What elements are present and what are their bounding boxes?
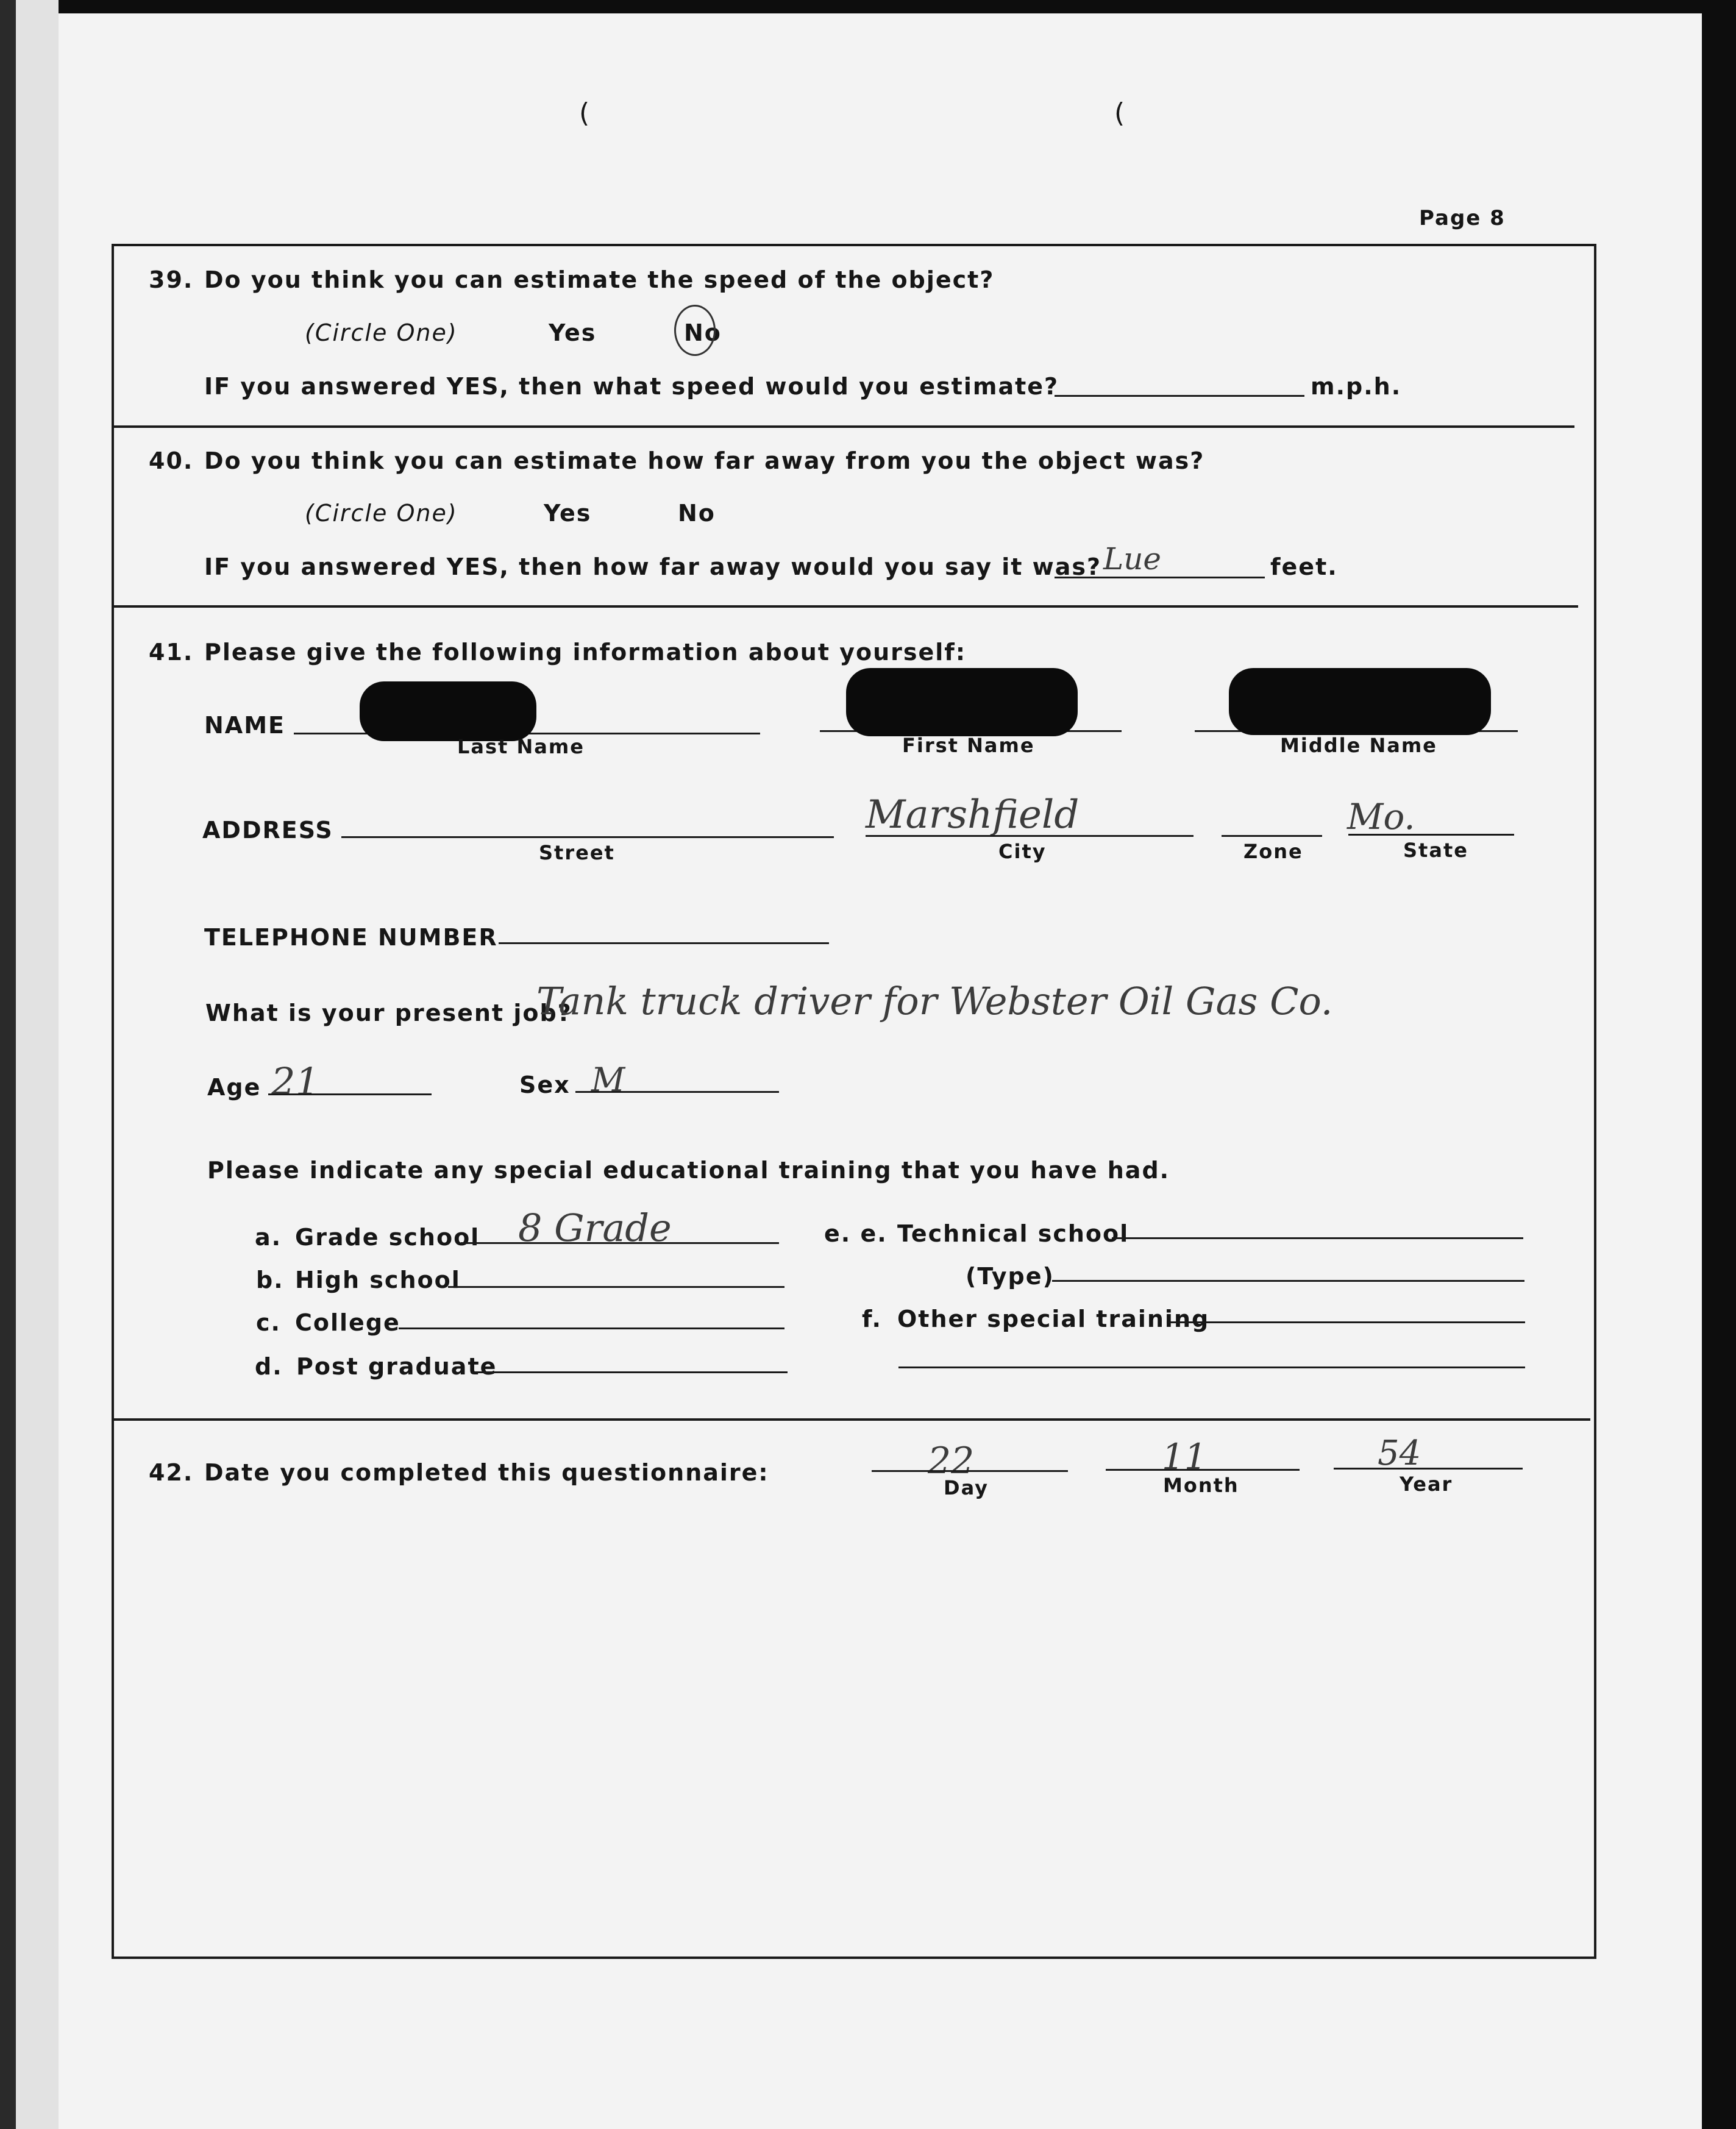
street-caption: Street [539, 841, 615, 864]
edu-grade-school-line[interactable] [461, 1242, 779, 1244]
q40-distance-answer: Lue [1103, 541, 1161, 577]
edu-c-marker: c. [256, 1309, 281, 1336]
edu-other-training-line-2[interactable] [898, 1367, 1525, 1368]
edu-b-marker: b. [256, 1267, 284, 1293]
edu-other-training-label: Other special training [897, 1306, 1210, 1332]
q42-number: 42. [149, 1459, 194, 1486]
edu-type-label: (Type) [966, 1263, 1055, 1290]
day-caption: Day [944, 1476, 989, 1499]
q39-option-yes[interactable]: Yes [549, 319, 597, 346]
page-number: Page 8 [1419, 206, 1506, 230]
edu-technical-school-label: Technical school [897, 1220, 1129, 1247]
q40-unit: feet. [1270, 553, 1338, 580]
sex-line[interactable] [575, 1091, 779, 1093]
education-intro: Please indicate any special educational training that you have had. [207, 1157, 1170, 1184]
job-value: Tank truck driver for Webster Oil Gas Co. [536, 979, 1333, 1023]
year-caption: Year [1400, 1473, 1453, 1496]
first-name-caption: First Name [902, 734, 1035, 757]
month-line[interactable] [1106, 1469, 1300, 1471]
q39-number: 39. [149, 266, 194, 293]
punch-mark-left: ( [579, 98, 591, 129]
divider-41-42 [112, 1418, 1590, 1421]
age-line[interactable] [268, 1093, 432, 1095]
q39-no-circled-mark [674, 305, 716, 356]
q41-number: 41. [149, 639, 194, 666]
telephone-line[interactable] [499, 942, 829, 944]
first-name-redaction [846, 668, 1078, 736]
edu-f-marker: f. [862, 1306, 882, 1332]
q40-option-no[interactable]: No [678, 500, 716, 527]
month-caption: Month [1163, 1474, 1239, 1497]
q39-unit: m.p.h. [1311, 373, 1402, 400]
edu-d-marker: d. [255, 1353, 283, 1380]
city-value: Marshfield [866, 792, 1080, 837]
edu-high-school-label: High school [295, 1267, 461, 1293]
address-label: ADDRESS [202, 817, 333, 844]
q41-intro: Please give the following information about yourself: [204, 639, 967, 666]
q42-question: Date you completed this questionnaire: [204, 1459, 769, 1486]
middle-name-caption: Middle Name [1280, 734, 1437, 757]
q40-distance-line[interactable] [1055, 577, 1265, 578]
name-label: NAME [204, 712, 285, 739]
zone-line[interactable] [1222, 835, 1322, 837]
state-value: Mo. [1347, 796, 1415, 837]
age-value: 21 [271, 1059, 319, 1104]
edu-technical-school-line[interactable] [1112, 1237, 1523, 1239]
q39-circle-instruction: (Circle One) [305, 319, 458, 346]
last-name-caption: Last Name [457, 735, 585, 758]
edu-post-graduate-label: Post graduate [296, 1353, 497, 1380]
sex-value: M [591, 1061, 625, 1099]
middle-name-redaction [1229, 668, 1491, 735]
city-line[interactable] [866, 835, 1194, 837]
scan-border-left [0, 0, 16, 2129]
zone-caption: Zone [1243, 840, 1303, 863]
edu-other-training-line[interactable] [1167, 1321, 1525, 1323]
q40-followup: IF you answered YES, then how far away would you say it was? [204, 553, 1102, 580]
q40-question: Do you think you can estimate how far away from you the object was? [204, 447, 1205, 474]
q39-followup: IF you answered YES, then what speed would you estimate? [204, 373, 1059, 400]
scan-border-top [0, 0, 1736, 13]
edu-a-marker: a. [255, 1224, 282, 1251]
q39-speed-line[interactable] [1055, 395, 1304, 397]
edu-post-graduate-line[interactable] [472, 1371, 788, 1373]
telephone-label: TELEPHONE NUMBER [204, 924, 498, 951]
age-label: Age [207, 1074, 261, 1101]
sex-label: Sex [519, 1072, 571, 1098]
q40-option-yes[interactable]: Yes [544, 500, 592, 527]
edu-college-label: College [295, 1309, 400, 1336]
last-name-redaction [360, 681, 536, 741]
day-line[interactable] [872, 1470, 1068, 1472]
edu-e-marker: e. e. [824, 1220, 888, 1247]
month-value: 11 [1162, 1436, 1207, 1477]
edu-grade-school-value: 8 Grade [518, 1206, 672, 1250]
state-caption: State [1403, 839, 1468, 862]
state-line[interactable] [1348, 834, 1514, 836]
year-line[interactable] [1334, 1468, 1523, 1470]
q39-option-no[interactable]: No [684, 319, 722, 346]
q39-question: Do you think you can estimate the speed of the object? [204, 266, 995, 293]
day-value: 22 [928, 1440, 975, 1482]
scan-margin-left [16, 0, 59, 2129]
edu-college-line[interactable] [399, 1328, 784, 1329]
street-line[interactable] [341, 836, 834, 838]
q40-number: 40. [149, 447, 194, 474]
q40-circle-instruction: (Circle One) [305, 500, 458, 527]
divider-40-41 [112, 605, 1578, 608]
job-label: What is your present job? [205, 1000, 572, 1026]
divider-39-40 [112, 425, 1574, 428]
edu-type-line[interactable] [1052, 1280, 1524, 1282]
scan-border-right [1702, 0, 1736, 2129]
edu-grade-school-label: Grade school [295, 1224, 480, 1251]
city-caption: City [998, 840, 1047, 863]
year-value: 54 [1378, 1434, 1421, 1473]
punch-mark-right: ( [1114, 98, 1126, 129]
edu-high-school-line[interactable] [448, 1286, 784, 1288]
